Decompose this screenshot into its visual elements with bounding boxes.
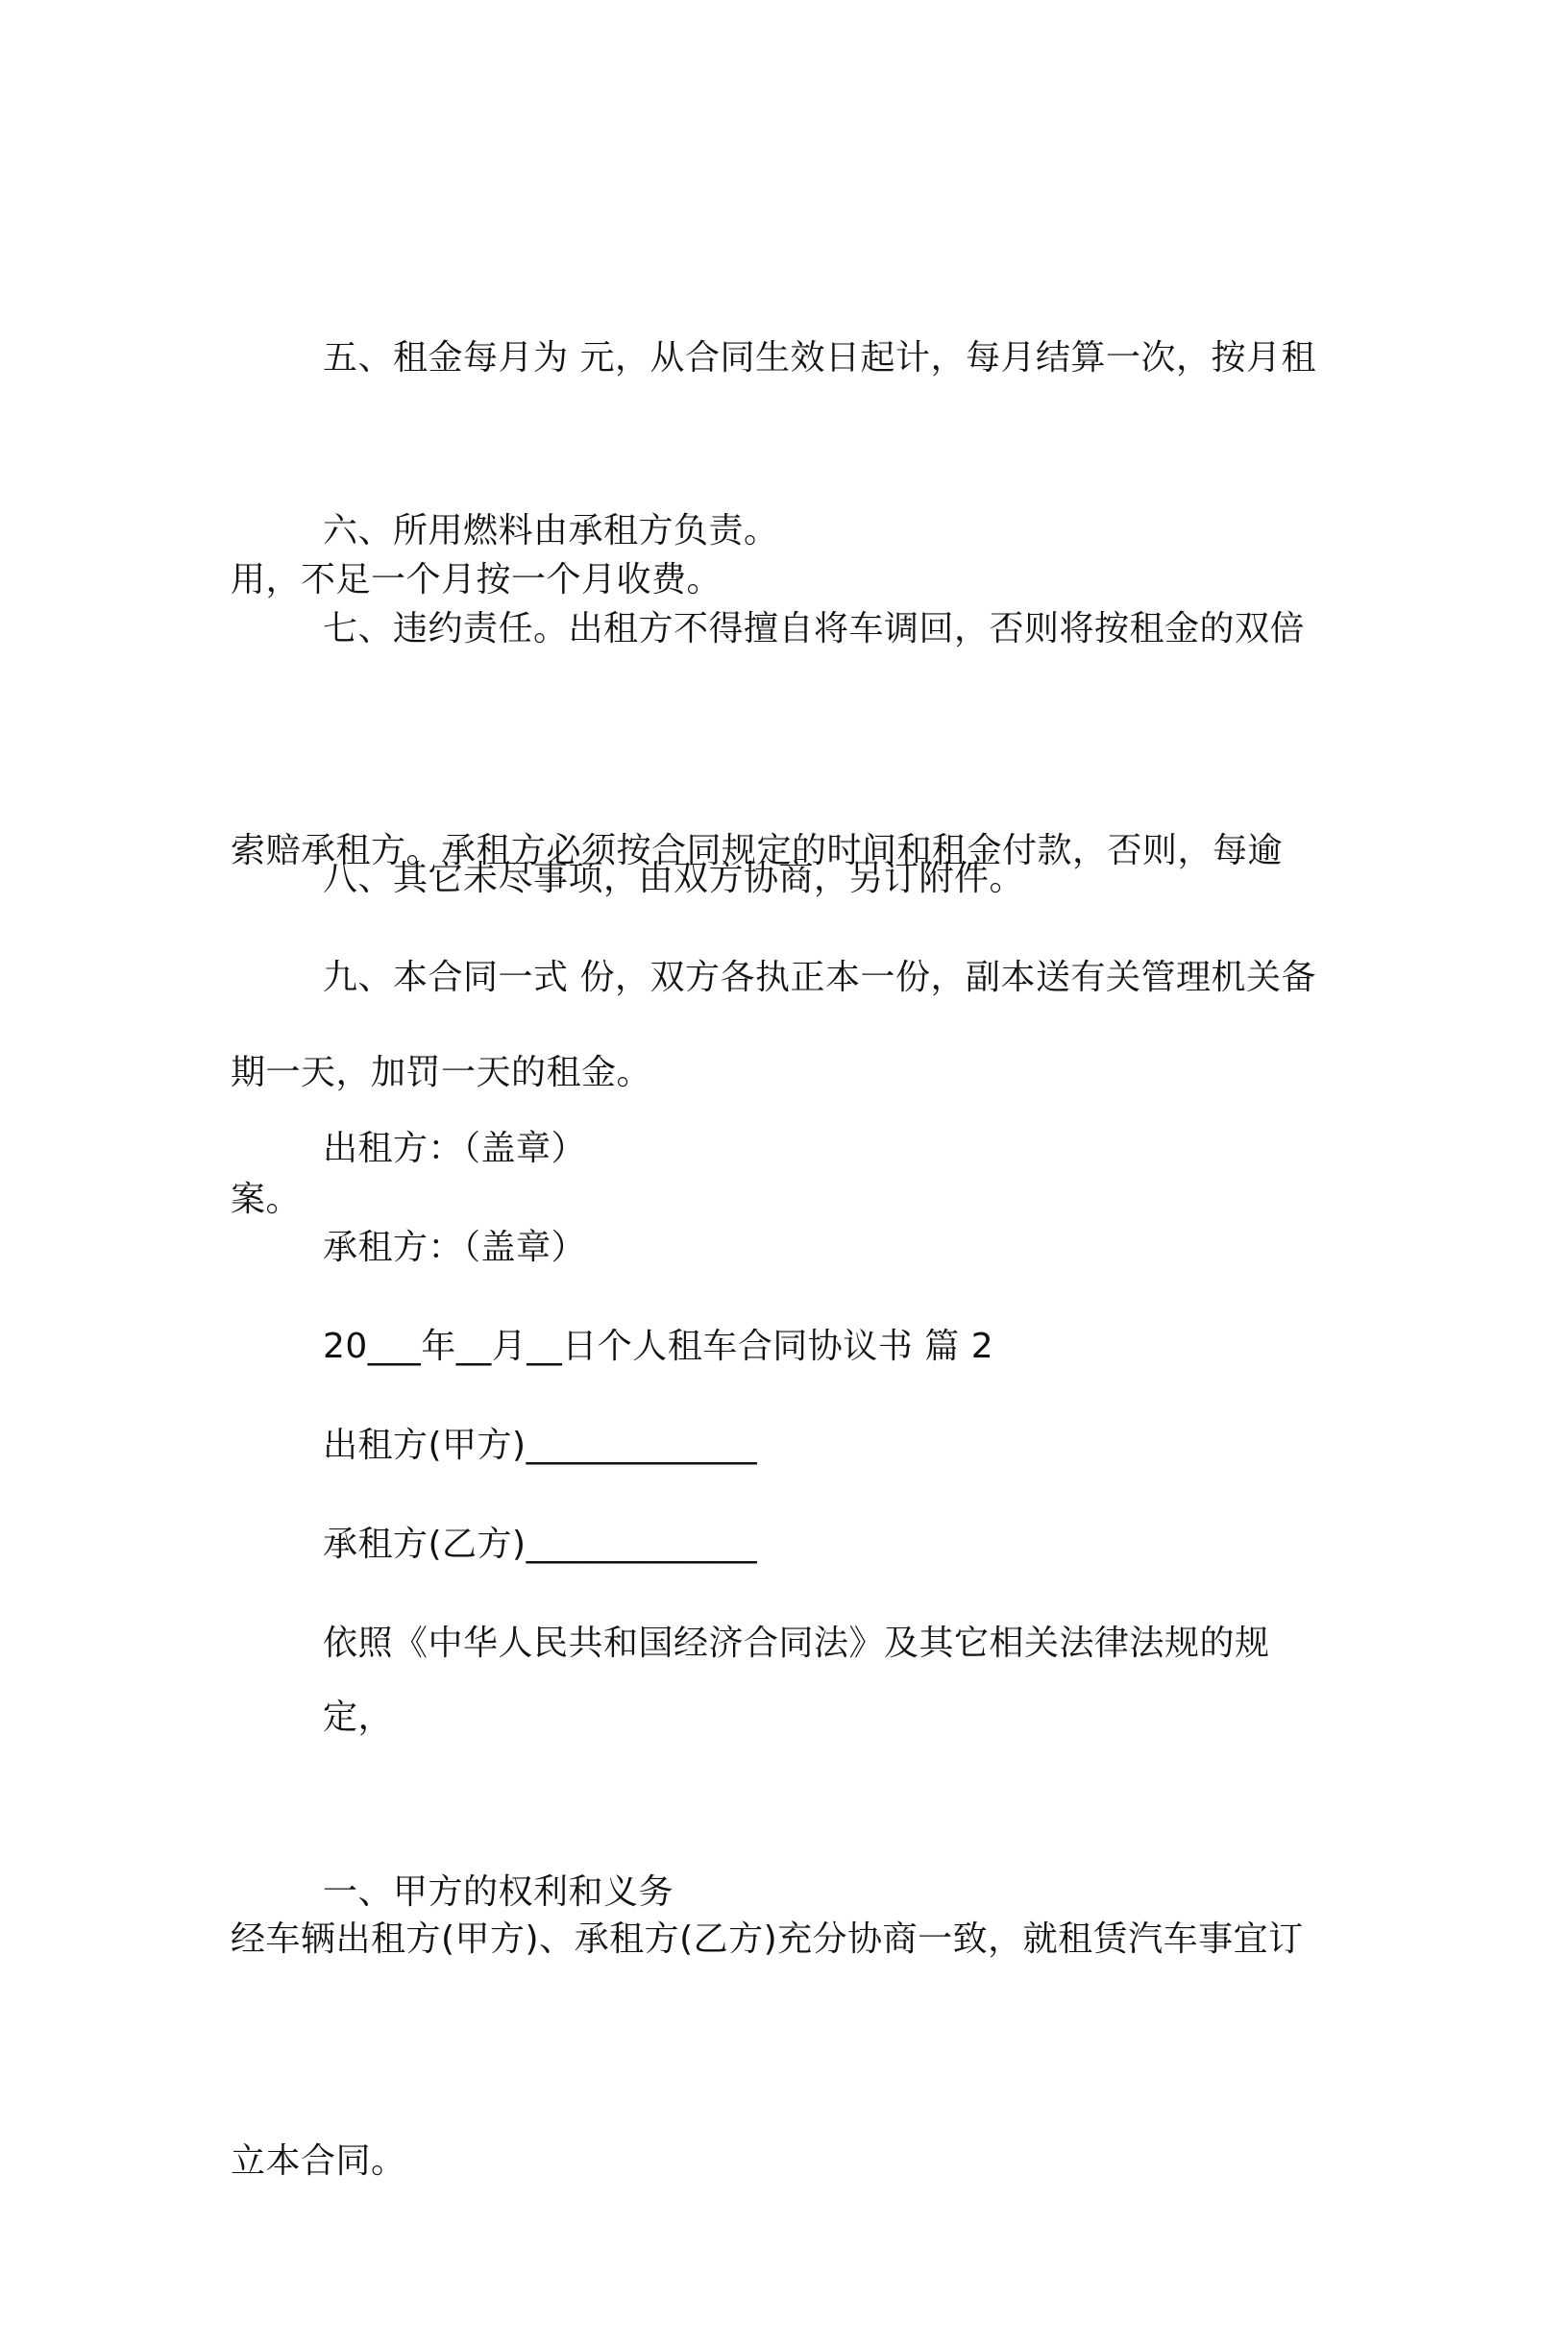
text-line: 用，不足一个月按一个月收费。	[231, 560, 723, 599]
text-line: 出租方：（盖章）	[323, 1129, 587, 1168]
text-line: 承租方：（盖章）	[323, 1228, 587, 1267]
text-line: 五、租金每月为 元，从合同生效日起计，每月结算一次，按月租	[323, 338, 1316, 378]
text-line: 索赔承租方。承租方必须按合同规定的时间和租金付款，否则，每逾	[231, 831, 1284, 870]
text-line: 九、本合同一式 份，双方各执正本一份，副本送有关管理机关备	[323, 958, 1316, 997]
text-line: 出租方(甲方)_____________	[323, 1426, 758, 1465]
section-1-heading	[231, 1707, 1335, 2077]
text-line: 立本合同。	[231, 2141, 406, 2181]
text-line: 七、违约责任。出租方不得擅自将车调回，否则将按租金的双倍	[323, 609, 1306, 648]
text-line: 案。	[231, 1180, 302, 1219]
text-line: 八、其它未尽事项，由双方协商，另订附件。	[323, 859, 1025, 898]
text-line: 经车辆出租方(甲方)、承租方(乙方)充分协商一致，就租赁汽车事宜订	[231, 1919, 1304, 1959]
text-line: 依照《中华人民共和国经济合同法》及其它相关法律法规的规定，	[323, 1624, 1270, 1737]
text-line: 20___年__月__日个人租车合同协议书 篇 2	[323, 1327, 994, 1366]
text-line: 承租方(乙方)_____________	[323, 1525, 758, 1564]
text-line: 六、所用燃料由承租方负责。	[323, 511, 779, 550]
text-line: 一、甲方的权利和义务	[323, 1872, 674, 1912]
text-line: 期一天，加罚一天的租金。	[231, 1053, 652, 1092]
